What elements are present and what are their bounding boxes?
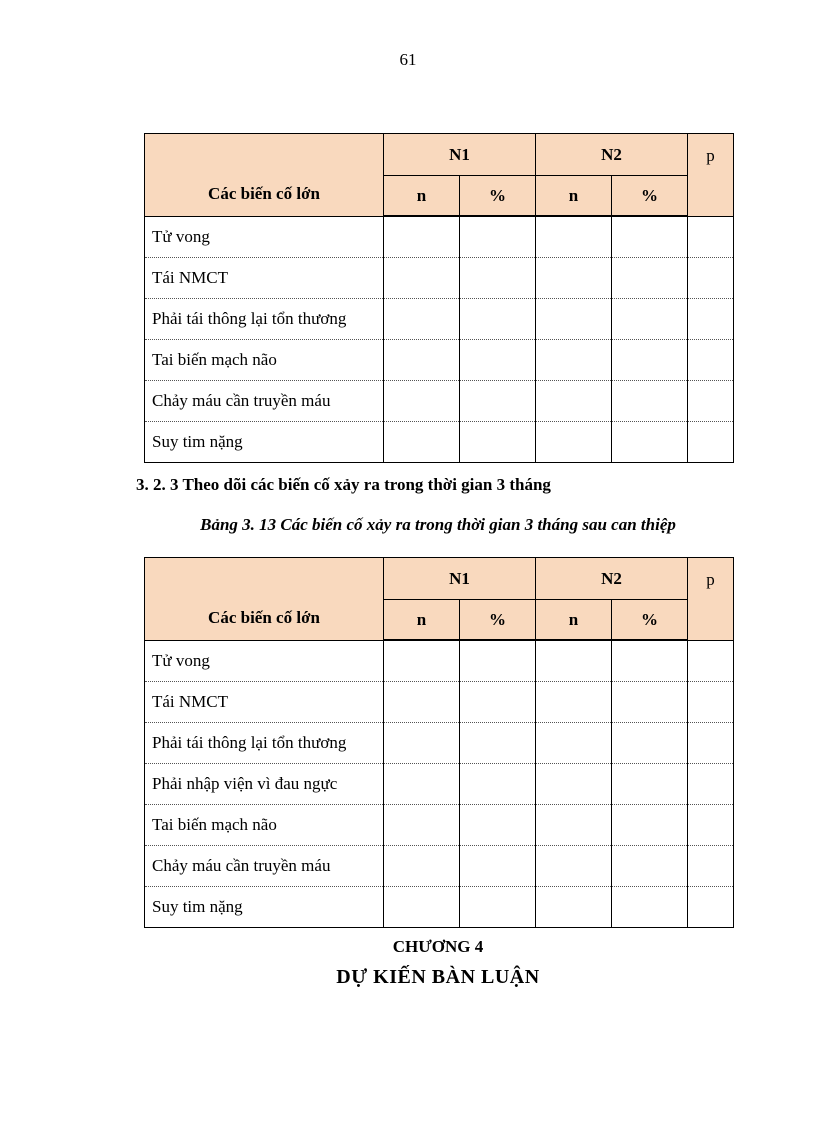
n1-percent-cell [460,340,536,381]
table-row [145,340,734,381]
n2-count-cell [536,887,612,928]
row-label-header: Các biến cố lớn [145,558,384,641]
event-label: Tái NMCT [145,258,384,299]
n2-percent-cell [612,723,688,764]
n2-percent-cell [612,887,688,928]
row-label-header: Các biến cố lớn [145,134,384,217]
p-value-header: p [688,558,734,641]
chapter-label: CHƯƠNG 4 [392,937,484,956]
n2-count-header: n [536,600,612,641]
n1-percent-cell [460,682,536,723]
table-row [145,723,734,764]
n1-count-cell [384,299,460,340]
n1-count-cell [384,381,460,422]
n1-percent-header: % [460,176,536,217]
event-label: Phải tái thông lại tổn thương [145,299,384,340]
event-label: Tử vong [145,216,384,258]
adverse-events-table-2 [144,557,734,928]
n1-count-cell [384,640,460,682]
adverse-events-table-1 [144,133,734,463]
n2-percent-cell [612,381,688,422]
group-n2-header: N2 [536,134,688,176]
n2-percent-header: % [612,176,688,217]
n2-count-cell [536,640,612,682]
n2-count-cell [536,381,612,422]
event-label: Tai biến mạch não [145,805,384,846]
n1-percent-cell [460,381,536,422]
page-number: 61 [399,50,417,69]
p-value-cell [688,299,734,340]
p-value-cell [688,422,734,463]
event-label: Phải nhập viện vì đau ngực [145,764,384,805]
n1-percent-cell [460,846,536,887]
p-value-cell [688,805,734,846]
n2-percent-cell [612,640,688,682]
table-caption: Bảng 3. 13 Các biến cố xảy ra trong thời gian 3 tháng sau can thiệp [200,515,676,534]
event-label: Tai biến mạch não [145,340,384,381]
group-n1-header: N1 [384,558,536,600]
p-value-cell [688,340,734,381]
n1-count-header: n [384,600,460,641]
event-label: Tái NMCT [145,682,384,723]
table-row [145,216,734,258]
n2-percent-cell [612,764,688,805]
group-n2-header: N2 [536,558,688,600]
n1-percent-cell [460,640,536,682]
n1-count-cell [384,340,460,381]
n1-count-cell [384,682,460,723]
event-label: Phải tái thông lại tổn thương [145,723,384,764]
n1-count-cell [384,723,460,764]
n1-count-header: n [384,176,460,217]
chapter-title: DỰ KIẾN BÀN LUẬN [336,966,540,988]
p-value-header: p [688,134,734,217]
n2-percent-cell [612,682,688,723]
table-row [145,682,734,723]
n2-count-cell [536,682,612,723]
n2-count-cell [536,422,612,463]
p-value-cell [688,216,734,258]
p-value-cell [688,887,734,928]
p-value-cell [688,381,734,422]
event-label: Chảy máu cần truyền máu [145,846,384,887]
table-row [145,258,734,299]
n2-percent-cell [612,422,688,463]
table-row [145,640,734,682]
event-label: Tử vong [145,640,384,682]
n1-percent-cell [460,723,536,764]
table-row [145,887,734,928]
group-n1-header: N1 [384,134,536,176]
n1-percent-cell [460,764,536,805]
n2-percent-cell [612,299,688,340]
n2-count-cell [536,805,612,846]
n1-percent-cell [460,299,536,340]
n1-count-cell [384,422,460,463]
n1-count-cell [384,846,460,887]
n2-count-cell [536,299,612,340]
n1-percent-header: % [460,600,536,641]
n2-count-cell [536,846,612,887]
n1-count-cell [384,216,460,258]
n1-percent-cell [460,805,536,846]
p-value-cell [688,640,734,682]
table-row [145,422,734,463]
p-value-cell [688,682,734,723]
n2-count-cell [536,764,612,805]
event-label: Chảy máu cần truyền máu [145,381,384,422]
event-label: Suy tim nặng [145,887,384,928]
n2-percent-cell [612,216,688,258]
n1-count-cell [384,805,460,846]
table-row [145,299,734,340]
n2-count-cell [536,340,612,381]
table-row [145,381,734,422]
n1-percent-cell [460,422,536,463]
n2-count-cell [536,216,612,258]
n1-count-cell [384,258,460,299]
n2-percent-cell [612,846,688,887]
n1-percent-cell [460,887,536,928]
p-value-cell [688,846,734,887]
n2-count-cell [536,258,612,299]
n2-percent-cell [612,805,688,846]
section-heading: 3. 2. 3 Theo dõi các biến cố xảy ra trong thời gian 3 tháng [136,475,551,494]
event-label: Suy tim nặng [145,422,384,463]
n2-percent-header: % [612,600,688,641]
n1-percent-cell [460,216,536,258]
n2-count-header: n [536,176,612,217]
table-row [145,764,734,805]
n1-count-cell [384,887,460,928]
p-value-cell [688,723,734,764]
n2-count-cell [536,723,612,764]
n2-percent-cell [612,340,688,381]
n1-percent-cell [460,258,536,299]
table-row [145,846,734,887]
p-value-cell [688,258,734,299]
table-row [145,805,734,846]
n1-count-cell [384,764,460,805]
n2-percent-cell [612,258,688,299]
p-value-cell [688,764,734,805]
